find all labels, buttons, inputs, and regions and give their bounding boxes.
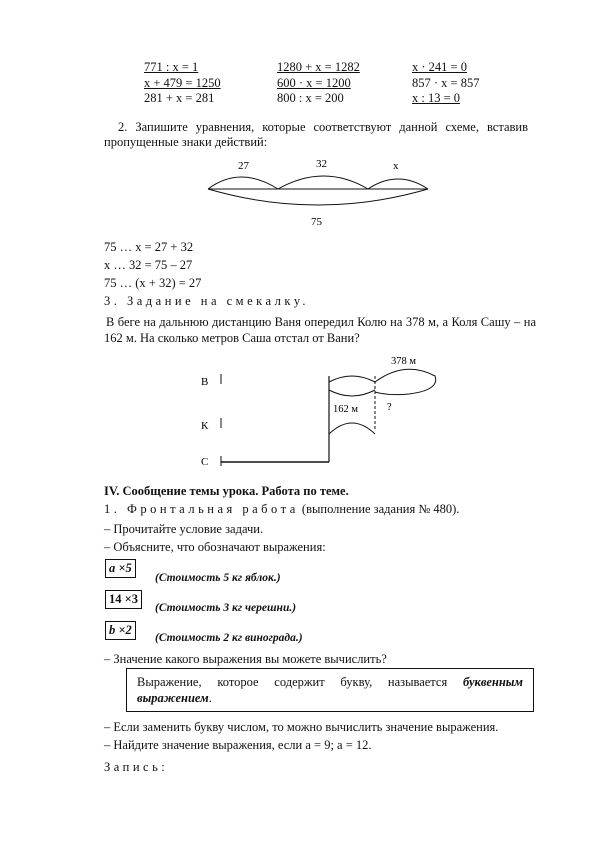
equation: x + 479 = 1250: [144, 75, 221, 90]
rule-term: буквенным выражением: [137, 675, 523, 705]
equations-col-3: [412, 60, 479, 107]
rule-box: [126, 668, 534, 712]
question-1: – Прочитайте условие задачи.: [104, 522, 264, 536]
record-label: Запись:: [104, 760, 169, 774]
expression-note: (Стоимость 2 кг винограда.): [155, 632, 303, 644]
rule-text: Выражение, которое содержит букву, называется: [137, 675, 463, 689]
task3-heading: 3. Задание на смекалку.: [104, 294, 309, 308]
task2-line: 75 … (x + 32) = 27: [104, 276, 202, 290]
task2-text: 2. Запишите уравнения, которые соответствуют данной схеме, вставив пропущенные знаки действий:: [104, 120, 528, 149]
row-label-v: В: [201, 376, 209, 388]
label-question: ?: [387, 402, 392, 413]
label-162: 162 м: [333, 404, 359, 415]
equation: 1280 + x = 1282: [277, 60, 360, 74]
rule-end: .: [208, 691, 212, 705]
equation: 281 + x = 281: [144, 91, 215, 105]
task2-line: 75 … x = 27 + 32: [104, 240, 194, 254]
label-75: 75: [311, 216, 322, 228]
equation: 857 · x = 857: [412, 75, 480, 90]
equation: 771 : x = 1: [144, 60, 199, 74]
question-3: – Значение какого выражения вы можете вычислить?: [104, 652, 387, 666]
item1-prefix: 1. Фронтальная работа: [104, 502, 299, 516]
item1-suffix: (выполнение задания № 480).: [298, 502, 460, 516]
expression-note: (Стоимость 5 кг яблок.): [155, 572, 281, 584]
task3-text: В беге на дальнюю дистанцию Ваня опередил Колю на 378 м, а Коля Сашу – на 162 м. На сколько метров Саша отстал от Вани?: [104, 315, 536, 345]
row-label-k: К: [201, 420, 209, 432]
label-x: x: [393, 160, 399, 172]
question-5: – Найдите значение выражения, если a = 9; a = 12.: [104, 738, 372, 752]
expression-box: 14 ×3: [105, 590, 142, 609]
expression-note: (Стоимость 3 кг черешни.): [155, 602, 297, 614]
arc-27: [208, 177, 278, 189]
section4-item1: [104, 502, 459, 517]
label-32: 32: [316, 158, 327, 170]
equations-col-2: [277, 60, 360, 107]
equation: 800 : x = 200: [277, 91, 344, 105]
question-2: – Объясните, что обозначают выражения:: [104, 540, 326, 554]
expression-box: b ×2: [105, 621, 136, 640]
arc-32: [278, 176, 368, 189]
task2-line: x … 32 = 75 – 27: [104, 258, 193, 272]
task3-diagram: [195, 352, 455, 474]
label-378: 378 м: [391, 356, 417, 367]
arc-x: [368, 179, 428, 189]
row-label-s: С: [201, 456, 209, 468]
equation: x : 13 = 0: [412, 91, 461, 105]
task2-scheme: [200, 155, 440, 230]
arc-75: [208, 189, 428, 205]
label-27: 27: [238, 160, 249, 172]
section4-heading: IV. Сообщение темы урока. Работа по теме.: [104, 484, 349, 498]
equation: 600 · x = 1200: [277, 75, 351, 90]
question-4: – Если заменить букву числом, то можно вычислить значение выражения.: [104, 720, 499, 734]
equation: x · 241 = 0: [412, 60, 467, 74]
task2-lines: [104, 238, 201, 292]
equations-col-1: [144, 60, 221, 107]
expression-box: a ×5: [105, 559, 136, 578]
